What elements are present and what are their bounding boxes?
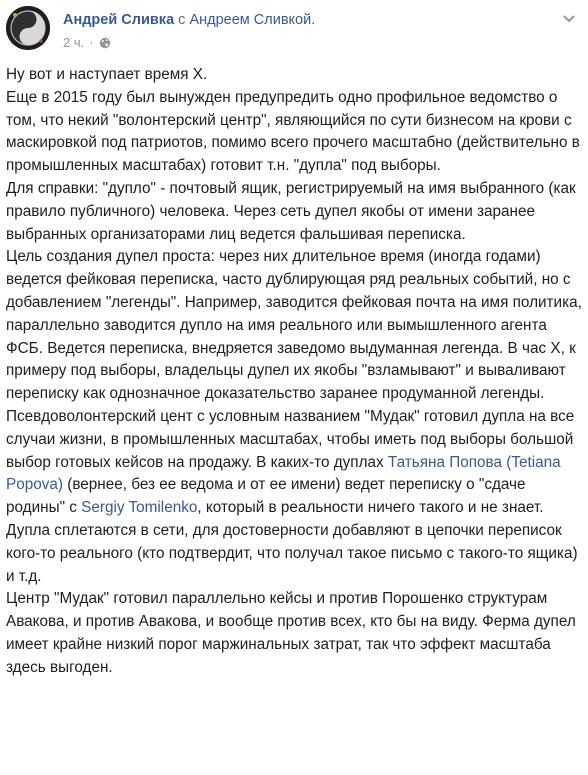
- paragraph-3: Для справки: "дупло" - почтовый ящик, регистрируемый на имя выбранного (как правило публичного) человека. Через сеть дупел якобы от имени заранее выбранных организаторами лиц ведется фальшивая переписка.: [6, 179, 576, 243]
- paragraph-5-part-b: (вернее, без ее ведома и от ее имени) ведет переписку о "сдаче родины" с: [6, 476, 526, 517]
- mention-tetiana-popova[interactable]: Татьяна Попова (Tetiana Popova): [6, 453, 561, 494]
- post-header: [6, 6, 582, 54]
- post-text: [6, 64, 582, 680]
- post-meta: [63, 35, 111, 51]
- paragraph-5: [6, 406, 582, 588]
- paragraph-6: Центр "Мудак" готовил параллельно кейсы и против Порошенко структурам Авакова, и против Авакова, и вообще против всех, кто бы на виду. Ферма дупел имеет крайне низкий порог маржинальных затрат, так что эффект масштаба здесь выгоден.: [6, 590, 576, 676]
- author-name[interactable]: Андрей Сливка: [63, 12, 175, 28]
- paragraph-1: Ну вот и наступает время Х.: [6, 66, 208, 83]
- mention-sergiy-tomilenko[interactable]: Sergiy Tomilenko: [81, 499, 198, 517]
- meta-separator: ·: [89, 35, 94, 50]
- chevron-down-icon[interactable]: [562, 14, 576, 24]
- author-line: [63, 11, 315, 29]
- avatar-image: [6, 6, 50, 50]
- paragraph-4: Цель создания дупел проста: через них длительное время (иногда годами) ведется фейковая переписка, часто дублирующая ряд реальных событий, но с добавлением "легенды". Например, заводится фейковая почта на имя политика, параллельно заводится дупло на имя реального или вымышленного агента ФСБ. Ведется переписка, внедряется заведомо выдуманная легенда. В час Х, к примеру под выборы, владельцы дупел их якобы "взламывают" и вываливают переписку как однозначное доказательство заранее продуманной легенды.: [6, 248, 582, 403]
- with-text: с: [178, 12, 186, 28]
- tagged-person[interactable]: Андреем Сливкой.: [189, 12, 316, 28]
- paragraph-5-part-c: , который в реальности ничего такого и не знает. Дупла сплетаются в сети, для достоверности добавляют в цепочки переписок кого-то реального (кто подтвердит, что получал такое письмо с такого-то ящика) и т.д.: [6, 499, 578, 585]
- paragraph-5-part-a: Псевдоволонтерский цент с условным названием "Мудак" готовил дупла на все случаи жизни, в промышленных масштабах, чтобы иметь под выборы большой выбор готовых кейсов на продажу. В каких-то дуплах: [6, 407, 575, 471]
- timestamp[interactable]: 2 ч.: [63, 35, 85, 50]
- paragraph-2: Еще в 2015 году был вынужден предупредить одно профильное ведомство о том, что некий "волонтерский центр", являющийся по сути бизнесом на крови с маскировкой под патриотов, помимо всего прочего масштабно (действительно в промышленных масштабах) готовит т.н. "дупла" под выборы.: [6, 88, 580, 175]
- globe-icon[interactable]: [99, 37, 111, 49]
- avatar[interactable]: [6, 6, 50, 50]
